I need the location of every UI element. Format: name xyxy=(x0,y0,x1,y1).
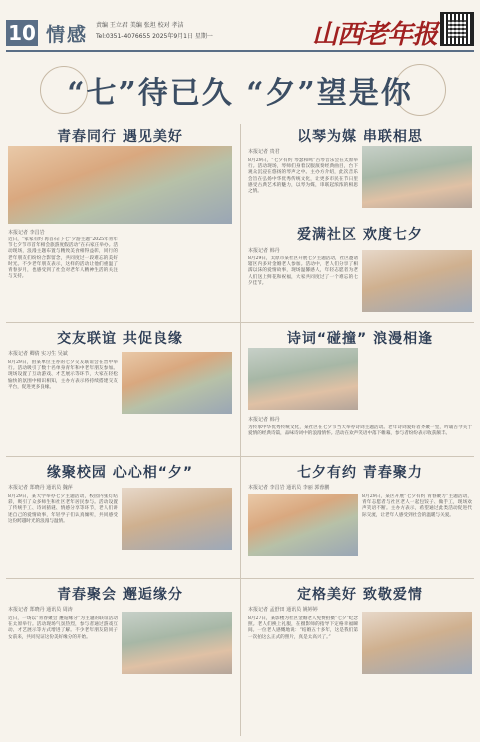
article-body: 8月29日，由某单位主办的七夕交友联谊会在晋中举行。活动吸引了数十名单身青年和中老年朋友参加。现场设置了互动游戏、才艺展示等环节，大家在轻松愉快的氛围中相识相知，主办方表示将持续搭建交友平台，促进更多良缘。 xyxy=(8,360,118,390)
article-photo xyxy=(8,146,232,224)
article-body: 8月29日，某区开展“七夕有约 青春聚力”主题活动，青年志愿者与社区老人一起包饺子、做手工，现场欢声笑语不断。主办方表示，希望通过此类活动促进代际交流，让老年人感受到社会的温暖与关爱。 xyxy=(362,494,472,518)
article-byline: 本报记者 贵君 xyxy=(248,149,280,155)
article-byline: 本报记者 卿倩 实习生 吴斌 xyxy=(8,351,68,357)
article-photo xyxy=(362,250,472,312)
article-photo xyxy=(122,488,232,550)
header-rule xyxy=(6,50,474,52)
article-body: 8月27日，某影楼为社区金婚老人免费拍摄“七夕”纪念照。老人们换上礼服，在摄影师的指导下定格幸福瞬间。一位老人感慨地说：“结婚五十多年，这是我们第一次拍这么正式的照片，真是太高兴了。” xyxy=(248,616,358,640)
article-heading: 爱满社区 欢度七夕 xyxy=(297,227,423,243)
article-body: 8月29日，某大学举办七夕主题活动，校园内张灯结彩，吸引了众多师生和社区老年居民参与。活动设置了传统手工、诗词猜谜、情感分享等环节，老人们讲述自己的爱情故事，年轻学子们认真倾听，共同感受这份跨越时光的浪漫与温情。 xyxy=(8,494,118,524)
contact-date: Tel:0351-4076655 2025年9月1日 星期一 xyxy=(96,33,213,40)
article-byline: 本报记者 郑晓丹 通讯员 周涛 xyxy=(8,607,73,613)
article-heading: 七夕有约 青春聚力 xyxy=(297,465,423,481)
article-heading: 诗词“碰撞” 浪漫相逢 xyxy=(286,331,434,347)
article-byline: 本报记者 韩丹 xyxy=(248,417,280,423)
article-body: 为传承中华优秀传统文化，某社区在七夕节当天举办诗词主题活动。老年诗词爱好者齐聚一堂，吟诵古今关于爱情的经典诗篇，品味诗词中的浪漫情怀。活动在欢声笑语中落下帷幕，参与者纷纷表示收获颇丰。 xyxy=(248,425,472,437)
page-number: 10 xyxy=(6,20,38,46)
article-byline: 本报记者 孟舒田 通讯员 姚婷婷 xyxy=(248,607,318,613)
article-body: 8月29日，太原市某社区开展七夕主题活动，社区邀请辖区内多对金婚老人参加。活动中，老人们分享了相濡以沫的爱情故事，现场温馨感人，年轻志愿者为老人们送上鲜花和祝福，大家共同度过了一个难忘的七夕佳节。 xyxy=(248,256,358,286)
article-photo xyxy=(122,612,232,674)
article-body: 近日，一场以“青春聚会 邂逅缘分”为主题的联谊活动在太原举行。活动现场气氛热烈，参与者通过游戏互动、才艺展示等方式增进了解。不少老年朋友陪同子女前来，共同见证这份美好缘分的开始。 xyxy=(8,616,118,640)
article-heading: 青春同行 遇见美好 xyxy=(57,129,183,145)
article-photo xyxy=(248,494,358,556)
article-heading: 青春聚会 邂逅缘分 xyxy=(57,587,183,603)
section-divider xyxy=(6,578,474,579)
article-byline: 本报记者 李昌岩 通讯员 李丽 郭蓉鹏 xyxy=(248,485,330,491)
article-heading: 交友联谊 共促良缘 xyxy=(57,331,183,347)
article-body: 近日，“家家有约 再首石门·七”夕游主题“2025年青年节七夕节市首年相会旅游度假活动”在石家庄举办。活动现场，浪漫主题布置与精致美食相得益彰，同行的老年朋友们纷纷合影留念，共同度过一段难忘的美好时光。不少老年朋友表示，这样的活动让他们重温了青春岁月，也感受到了社会对老年人精神生活的关注与支持。 xyxy=(8,237,118,280)
page-header xyxy=(0,0,480,58)
section-title: 情感 xyxy=(46,24,89,46)
article-byline: 本报记者 郑晓丹 通讯员 魏萍 xyxy=(8,485,73,491)
article-heading: 以琴为媒 串联相思 xyxy=(297,129,423,145)
section-divider xyxy=(6,456,474,457)
article-heading: 缘聚校园 心心相“夕” xyxy=(46,465,194,481)
newspaper-logo: 山西老年报 xyxy=(312,20,438,50)
editor-credits: 责编 王立君 美编 张坦 校对 孝洁 xyxy=(96,22,184,29)
article-photo xyxy=(362,146,472,208)
article-body: 8月29日，“七夕有约 琴瑟和鸣”古琴音乐会在太原举行。活动现场，琴师们身着汉服演奏经典曲目，台下观众沉浸在悠扬的琴声之中。主办方介绍，此次音乐会旨在弘扬中华优秀传统文化，让更多市民在节日里感受古典艺术的魅力，以琴为媒，串联起浓浓的相思之情。 xyxy=(248,158,358,195)
section-divider xyxy=(6,322,474,323)
article-body-continued xyxy=(122,237,232,315)
article-heading: 定格美好 致敬爱情 xyxy=(297,587,423,603)
photo-caption: 本报记者 李昌岩 xyxy=(8,230,45,236)
article-photo xyxy=(248,348,358,410)
column-divider xyxy=(240,124,241,736)
banner-title: “七”待已久 “夕”望是你 xyxy=(67,76,413,111)
article-photo xyxy=(362,612,472,674)
banner xyxy=(0,58,480,120)
article-byline: 本报记者 韩丹 xyxy=(248,248,280,254)
article-photo xyxy=(122,352,232,414)
qr-code-icon xyxy=(440,12,474,46)
